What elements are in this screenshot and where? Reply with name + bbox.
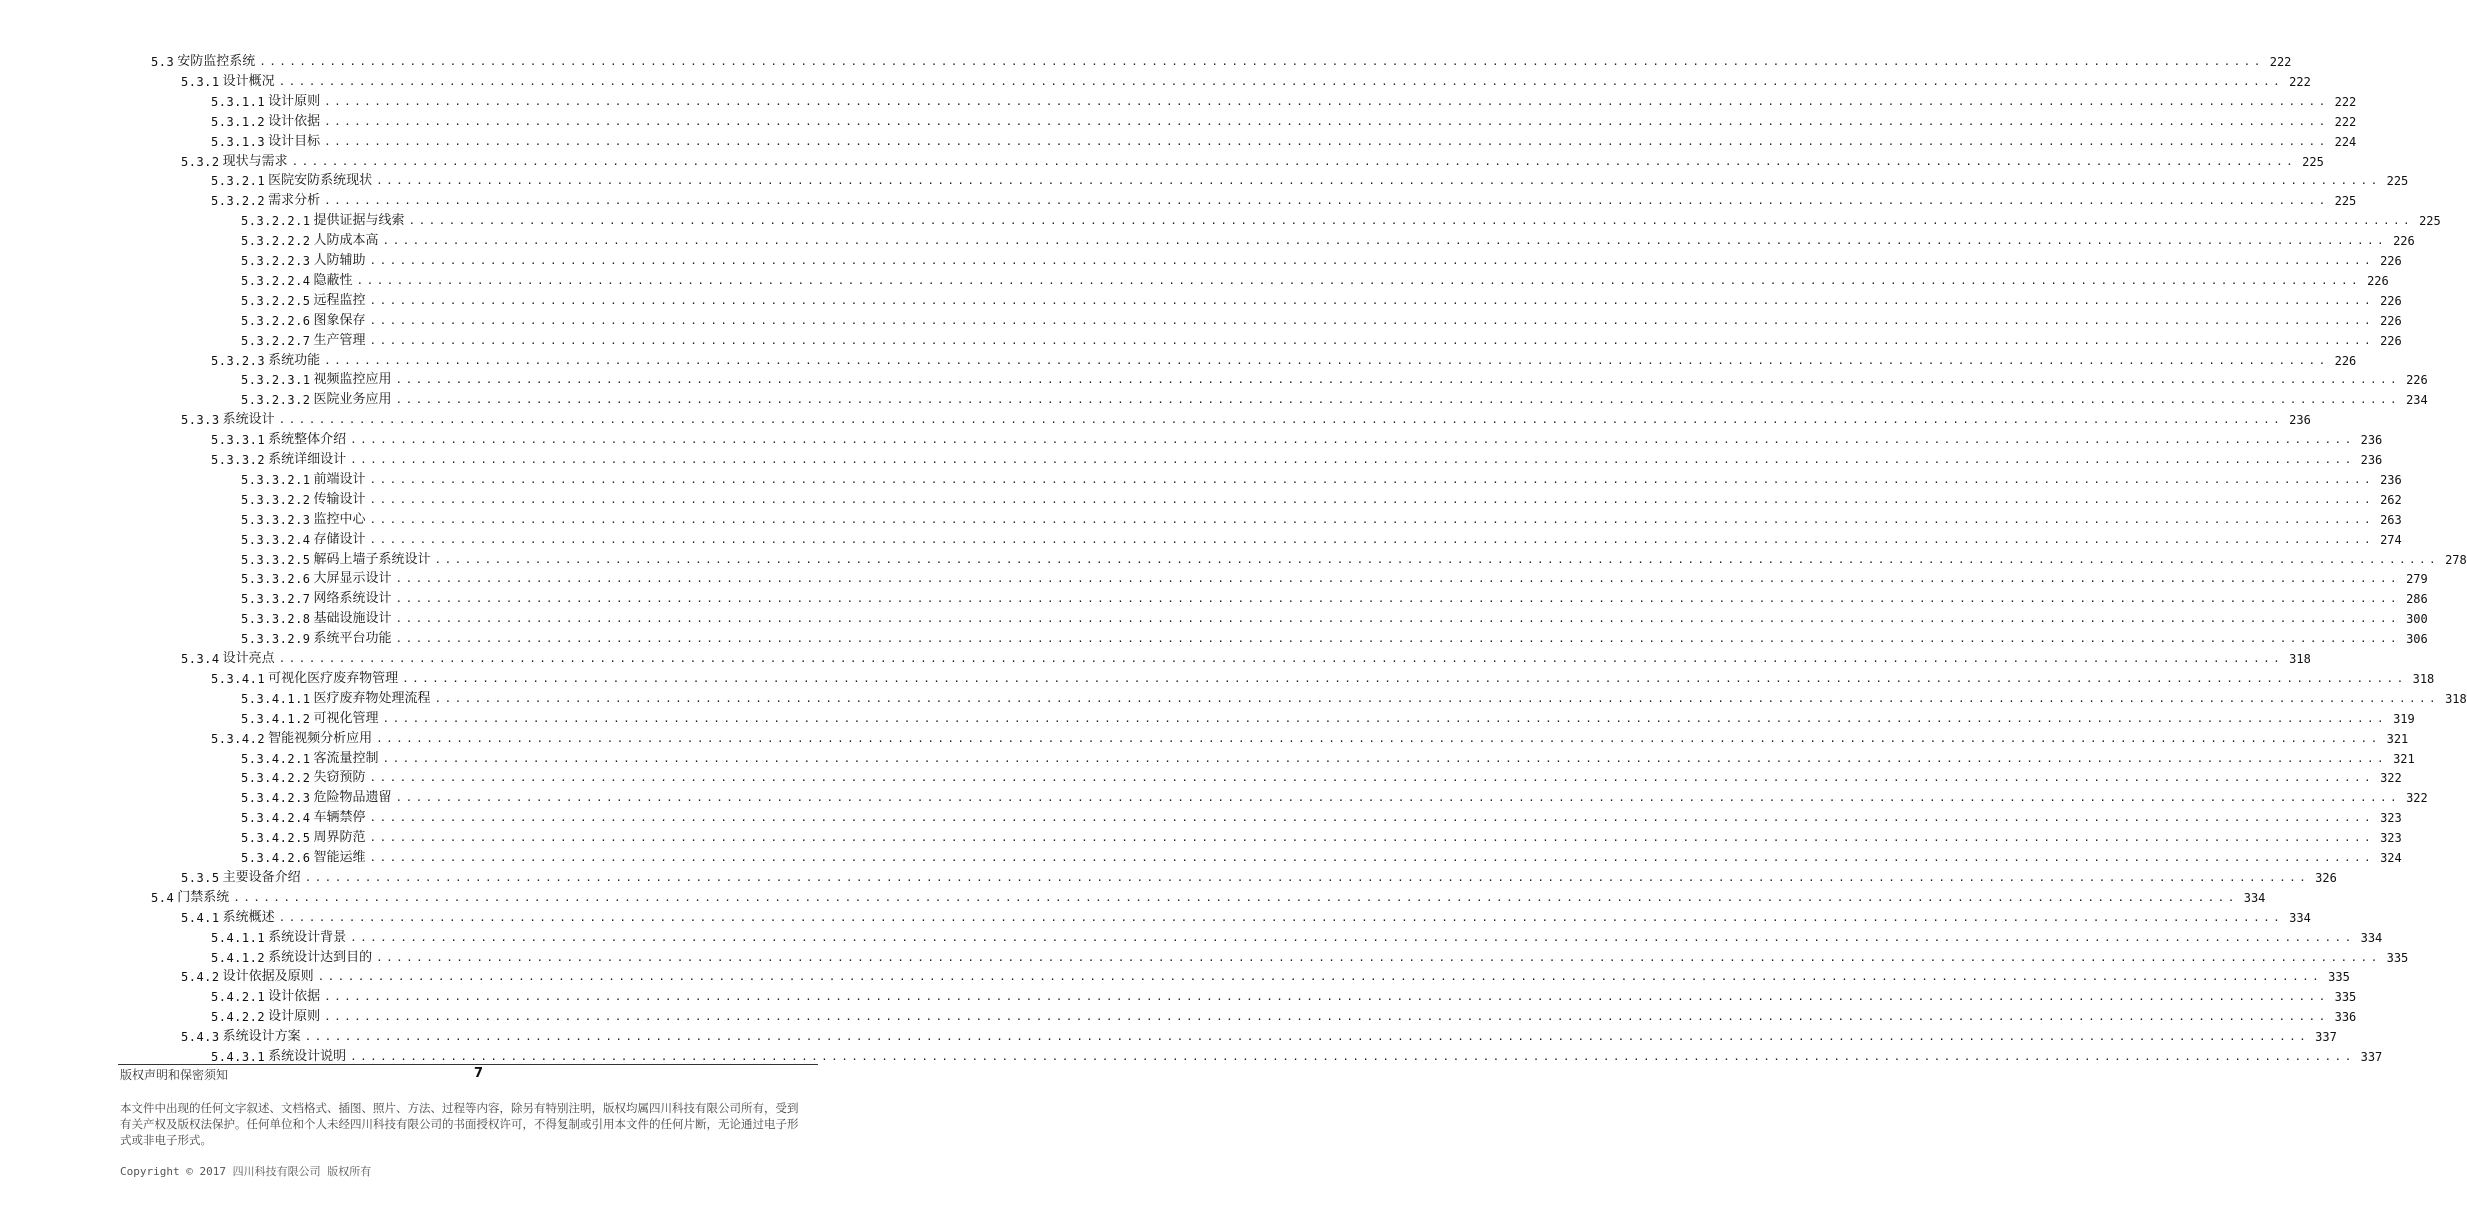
toc-entry-page: 225 [2419,214,2441,229]
toc-entry-title: 隐蔽性 [313,272,353,288]
toc-entry-page: 286 [2406,592,2428,607]
toc-entry-title: 设计依据 [268,113,321,129]
toc-entry-title: 远程监控 [313,292,366,308]
toc-entry-title: 设计概况 [222,73,275,89]
toc-entry-title: 失窃预防 [313,770,366,786]
toc-entry[interactable] [181,70,2311,90]
toc-entry-title: 医院业务应用 [313,392,392,408]
toc-entry-number: 5.3.2.2.1 [241,214,311,229]
toc-entry-page: 300 [2406,612,2428,627]
toc-entry[interactable] [241,209,2441,229]
toc-entry-page: 263 [2380,512,2402,527]
toc-entry-page: 336 [2334,1010,2357,1025]
toc-leader-dots: ........................................................................................................................................................................................................ [304,1030,2310,1044]
toc-leader-dots: ........................................................................................................................................................................................................ [324,1010,2329,1024]
toc-leader-dots: ........................................................................................................................................................................................................ [324,194,2329,208]
toc-entry-page: 321 [2386,731,2409,746]
toc-entry[interactable] [181,866,2337,886]
toc-entry-page: 323 [2380,811,2402,826]
toc-entry-page: 334 [2289,910,2311,925]
toc-leader-dots: ........................................................................................................................................................................................................ [369,293,2375,307]
toc-entry-title: 图象保存 [313,312,366,328]
toc-entry-page: 335 [2386,950,2409,965]
toc-entry-page: 334 [2243,890,2266,905]
toc-entry-page: 326 [2315,870,2337,885]
toc-entry-title: 设计亮点 [222,651,275,666]
toc-entry-title: 监控中心 [313,511,366,527]
toc-entry-page: 236 [2380,472,2402,487]
toc-leader-dots: ........................................................................................................................................................................................................ [369,831,2375,845]
toc-entry[interactable] [211,349,2357,369]
toc-entry[interactable] [181,906,2311,926]
toc-entry[interactable] [211,130,2357,150]
toc-entry-page: 319 [2393,711,2415,726]
toc-entry-number: 5.3.1 [181,74,220,89]
toc-entry-title: 可视化管理 [313,710,379,726]
toc-entry-title: 设计依据 [268,989,321,1005]
toc-entry-title: 系统设计背景 [268,929,347,945]
toc-entry[interactable] [241,289,2402,309]
toc-entry-page: 306 [2406,632,2428,647]
toc-entry-title: 系统概述 [222,909,275,925]
toc-entry[interactable] [181,647,2311,667]
toc-entry[interactable] [241,269,2389,289]
toc-entry-page: 226 [2406,373,2428,388]
toc-entry-page: 318 [2289,652,2311,666]
toc-entry[interactable] [241,528,2402,548]
toc-entry-title: 医疗废弃物处理流程 [313,690,431,706]
toc-entry-title: 医院安防系统现状 [268,173,373,189]
toc-entry-title: 可视化医疗废弃物管理 [268,670,399,686]
toc-entry-title: 主要设备介绍 [222,869,301,885]
toc-entry-page: 222 [2334,114,2357,129]
toc-entry[interactable] [241,806,2402,826]
toc-leader-dots: ........................................................................................................................................................................................................ [350,453,2355,466]
toc-leader-dots: ........................................................................................................................................................................................................ [356,273,2362,287]
toc-entry-title: 系统设计说明 [268,1049,347,1064]
toc-entry[interactable] [211,727,2409,747]
toc-entry[interactable] [211,189,2357,209]
toc-entry-number: 5.4.3 [181,1030,220,1045]
toc-leader-dots: ........................................................................................................................................................................................................ [376,174,2381,188]
toc-leader-dots: ........................................................................................................................................................................................................ [369,313,2375,327]
toc-entry-page: 222 [2334,94,2357,109]
toc-entry-number: 5.3.2.2.7 [241,333,311,348]
toc-entry-number: 5.4.3.1 [211,1050,266,1064]
toc-leader-dots: ........................................................................................................................................................................................................ [324,353,2329,367]
toc-entry[interactable] [241,786,2428,806]
toc-entry-title: 设计原则 [268,1009,321,1025]
toc-leader-dots: ........................................................................................................................................................................................................ [278,910,2284,924]
toc-entry-number: 5.3.3.2.6 [241,572,311,587]
toc-entry-page: 222 [2269,55,2292,69]
toc-entry-number: 5.3.3.2.7 [241,592,311,607]
toc-entry-number: 5.3 [151,55,175,69]
toc-leader-dots: ........................................................................................................................................................................................................ [304,870,2310,884]
toc-entry[interactable] [211,946,2409,966]
toc-entry-title: 存储设计 [313,531,366,547]
toc-entry[interactable] [241,687,2467,707]
toc-leader-dots: ........................................................................................................................................................................................................ [395,572,2401,586]
toc-leader-dots: ........................................................................................................................................................................................................ [350,433,2355,447]
toc-entry-number: 5.3.4.2.2 [241,771,311,786]
toc-entry-title: 设计原则 [268,93,321,109]
toc-entry[interactable] [211,90,2357,110]
toc-entry[interactable] [211,985,2357,1005]
toc-leader-dots: ........................................................................................................................................................................................................ [402,671,2407,685]
toc-entry[interactable] [241,468,2402,488]
toc-leader-dots: ........................................................................................................................................................................................................ [369,771,2375,785]
toc-entry-title: 需求分析 [268,193,321,209]
toc-entry-title: 设计目标 [268,133,321,149]
toc-entry[interactable] [241,627,2428,647]
toc-leader-dots: ........................................................................................................................................................................................................ [382,751,2388,765]
toc-entry-number: 5.3.4.2 [211,731,266,746]
toc-entry-number: 5.3.2.2.4 [241,273,311,288]
toc-entry[interactable] [241,388,2428,408]
toc-entry[interactable] [181,965,2350,985]
toc-entry-number: 5.3.3.2.5 [241,552,311,567]
toc-entry-page: 225 [2386,174,2409,189]
toc-entry-number: 5.3.2.2.3 [241,254,311,268]
toc-entry[interactable] [181,1025,2337,1045]
toc-entry-number: 5.3.4.2.4 [241,811,311,826]
toc-entry-number: 5.3.4.1.2 [241,711,311,726]
toc-leader-dots: ........................................................................................................................................................................................................ [376,950,2381,964]
toc-entry-number: 5.3.3.1 [211,433,266,448]
toc-entry-number: 5.4.1.2 [211,950,266,965]
toc-leader-dots: ........................................................................................................................................................................................................ [233,890,2238,904]
toc-entry[interactable] [241,587,2428,607]
toc-entry-number: 5.4 [151,890,175,905]
toc-entry[interactable] [181,408,2311,428]
toc-entry-title: 系统详细设计 [268,452,347,467]
toc-entry-page: 321 [2393,751,2415,766]
footer-divider [118,1064,818,1065]
toc-entry-title: 解码上墙子系统设计 [313,551,431,567]
toc-entry-page: 224 [2334,134,2357,149]
toc-entry-number: 5.3.3.2.9 [241,632,311,647]
toc-entry-title: 车辆禁停 [313,810,366,826]
toc-entry[interactable] [241,607,2428,627]
toc-entry-number: 5.3.4.2.6 [241,851,311,865]
toc-entry-title: 系统功能 [268,352,321,368]
toc-entry-page: 226 [2380,254,2402,268]
toc-leader-dots: ........................................................................................................................................................................................................ [324,94,2329,108]
toc-entry-title: 提供证据与线索 [313,213,405,229]
toc-entry[interactable] [241,249,2402,269]
toc-leader-dots: ........................................................................................................................................................................................................ [434,691,2440,705]
toc-entry-page: 226 [2380,313,2402,328]
toc-entry-number: 5.3.2.3.2 [241,393,311,408]
toc-entry-page: 323 [2380,831,2402,846]
toc-leader-dots: ........................................................................................................................................................................................................ [369,811,2375,825]
toc-entry-number: 5.3.2.3 [211,353,266,368]
toc-entry-number: 5.3.4.1 [211,671,266,686]
toc-leader-dots: ........................................................................................................................................................................................................ [369,254,2375,267]
toc-leader-dots: ........................................................................................................................................................................................................ [408,214,2414,228]
toc-entry-number: 5.4.2.2 [211,1010,266,1025]
toc-leader-dots: ........................................................................................................................................................................................................ [382,711,2388,725]
toc-entry-page: 226 [2380,293,2402,308]
toc-entry[interactable] [241,229,2415,249]
toc-entry[interactable] [241,488,2402,508]
toc-entry-title: 系统设计达到目的 [268,949,373,965]
toc-leader-dots: ........................................................................................................................................................................................................ [395,632,2401,646]
toc-entry-number: 5.4.1.1 [211,930,266,945]
toc-entry-page: 337 [2315,1030,2337,1045]
toc-leader-dots: ........................................................................................................................................................................................................ [324,134,2329,148]
toc-entry-title: 危险物品遗留 [313,790,392,806]
toc-leader-dots: ........................................................................................................................................................................................................ [369,333,2375,347]
toc-leader-dots: ........................................................................................................................................................................................................ [395,393,2401,407]
toc-leader-dots: ........................................................................................................................................................................................................ [376,731,2381,745]
toc-entry-number: 5.3.3.2.1 [241,472,311,487]
toc-entry[interactable] [181,150,2324,170]
toc-entry-page: 278 [2445,552,2467,567]
toc-entry[interactable] [211,110,2357,130]
toc-entry-title: 智能运维 [313,850,366,865]
toc-entry[interactable] [241,766,2402,786]
toc-entry-number: 5.3.5 [181,870,220,885]
toc-entry[interactable] [151,50,2292,70]
toc-leader-dots: ........................................................................................................................................................................................................ [317,970,2323,984]
toc-entry[interactable] [241,846,2402,866]
toc-entry-number: 5.3.3.2.4 [241,532,311,547]
footer-title: 版权声明和保密须知 [120,1068,229,1082]
toc-entry[interactable] [211,667,2435,687]
toc-leader-dots: ........................................................................................................................................................................................................ [369,472,2375,486]
toc-entry-title: 传输设计 [313,491,366,507]
toc-entry-title: 系统设计 [222,412,275,428]
toc-entry-number: 5.3.2.2.5 [241,293,311,308]
toc-entry[interactable] [211,1005,2357,1025]
toc-entry-page: 225 [2334,194,2357,209]
toc-entry-number: 5.3.4.2.1 [241,751,311,766]
toc-entry-title: 设计依据及原则 [222,969,314,985]
toc-leader-dots: ........................................................................................................................................................................................................ [350,1050,2355,1063]
toc-entry-number: 5.3.2 [181,154,220,169]
toc-entry-page: 322 [2380,771,2402,786]
copyright-line: Copyright © 2017 四川科技有限公司 版权所有 [120,1165,372,1178]
toc-leader-dots: ........................................................................................................................................................................................................ [395,612,2401,626]
toc-entry-number: 5.3.4.1.1 [241,691,311,706]
toc-leader-dots: ........................................................................................................................................................................................................ [278,74,2284,88]
toc-entry-number: 5.3.3.2 [211,453,266,467]
toc-leader-dots: ........................................................................................................................................................................................................ [350,930,2355,944]
toc-entry-title: 前端设计 [313,471,366,487]
toc-entry-page: 236 [2289,413,2311,428]
toc-leader-dots: ........................................................................................................................................................................................................ [278,652,2284,665]
toc-leader-dots: ........................................................................................................................................................................................................ [369,512,2375,526]
toc-entry-page: 324 [2380,851,2402,865]
toc-entry-title: 智能视频分析应用 [268,730,373,746]
toc-entry-title: 视频监控应用 [313,372,392,388]
toc-leader-dots: ........................................................................................................................................................................................................ [291,154,2297,168]
toc-entry-number: 5.3.3.2.8 [241,612,311,627]
toc-leader-dots: ........................................................................................................................................................................................................ [382,234,2388,248]
toc-entry-number: 5.4.1 [181,910,220,925]
toc-entry-number: 5.3.4.2.3 [241,791,311,806]
toc-entry-page: 226 [2367,273,2389,288]
toc-entry-page: 222 [2289,74,2311,89]
toc-entry[interactable] [241,309,2402,329]
toc-entry-title: 门禁系统 [177,889,230,905]
toc-leader-dots: ........................................................................................................................................................................................................ [324,990,2329,1004]
toc-entry-page: 226 [2380,333,2402,348]
toc-leader-dots: ........................................................................................................................................................................................................ [395,592,2401,606]
toc-entry[interactable] [241,368,2428,388]
toc-entry-page: 274 [2380,532,2402,547]
toc-entry-number: 5.3.3.2.3 [241,512,311,527]
toc-entry-page: 322 [2406,791,2428,806]
toc-entry-title: 系统整体介绍 [268,432,347,448]
toc-entry-number: 5.3.3.2.2 [241,492,311,507]
toc-leader-dots: ........................................................................................................................................................................................................ [395,791,2401,805]
toc-entry-page: 334 [2360,930,2383,945]
toc-entry-title: 安防监控系统 [177,54,256,69]
toc-entry[interactable] [151,886,2266,906]
toc-entry-number: 5.4.2.1 [211,990,266,1005]
toc-entry-title: 大屏显示设计 [313,571,392,587]
toc-entry-number: 5.3.1.2 [211,114,266,129]
toc-entry[interactable] [211,448,2383,468]
toc-entry-page: 279 [2406,572,2428,587]
toc-entry-number: 5.4.2 [181,970,220,985]
toc-entry[interactable] [241,508,2402,528]
toc-entry-page: 318 [2445,691,2467,706]
toc-entry-page: 335 [2334,990,2357,1005]
toc-entry-page: 226 [2334,353,2357,368]
toc-entry[interactable] [241,747,2415,767]
toc-entry-title: 客流量控制 [313,750,379,766]
toc-leader-dots: ........................................................................................................................................................................................................ [369,492,2375,506]
toc-entry-title: 基础设施设计 [313,611,392,627]
toc-entry-page: 337 [2360,1050,2383,1064]
toc-entry-title: 人防成本高 [313,233,379,249]
toc-entry[interactable] [241,826,2402,846]
toc-entry-number: 5.3.3 [181,413,220,428]
toc-leader-dots: ........................................................................................................................................................................................................ [278,413,2284,427]
toc-entry-page: 318 [2412,671,2435,686]
page-number: 7 [474,1066,484,1081]
toc-entry[interactable] [211,428,2383,448]
toc-entry-title: 系统设计方案 [222,1029,301,1045]
toc-entry-page: 262 [2380,492,2402,507]
toc-entry-page: 225 [2302,154,2324,169]
toc-leader-dots: ........................................................................................................................................................................................................ [369,851,2375,864]
toc-entry-page: 226 [2393,234,2415,249]
toc-entry-title: 网络系统设计 [313,591,392,607]
toc-entry-number: 5.3.4.2.5 [241,831,311,846]
toc-entry[interactable] [241,548,2467,568]
toc-leader-dots: ........................................................................................................................................................................................................ [434,552,2440,566]
toc-entry-page: 236 [2360,433,2383,448]
toc-entry[interactable] [241,707,2415,727]
toc-entry-number: 5.3.2.2 [211,194,266,209]
toc-entry-number: 5.3.4 [181,652,220,666]
toc-entry[interactable] [211,169,2409,189]
toc-entry-number: 5.3.1.1 [211,94,266,109]
toc-entry-page: 234 [2406,393,2428,408]
toc-entry[interactable] [211,1045,2383,1065]
toc-entry-title: 系统平台功能 [313,631,392,647]
toc-entry-number: 5.3.2.3.1 [241,373,311,388]
toc-leader-dots: ........................................................................................................................................................................................................ [369,532,2375,546]
toc-entry-number: 5.3.2.2.6 [241,313,311,328]
toc-entry-title: 周界防范 [313,830,366,846]
toc-leader-dots: ........................................................................................................................................................................................................ [324,114,2329,128]
toc-entry-title: 生产管理 [313,332,366,348]
toc-entry-number: 5.3.2.1 [211,174,266,189]
toc-entry-page: 335 [2328,970,2350,985]
toc-leader-dots: ........................................................................................................................................................................................................ [395,373,2401,387]
copyright-notice: 本文件中出现的任何文字叙述、文档格式、插图、照片、方法、过程等内容，除另有特别注明，版权均属四川科技有限公司所有，受到有关产权及版权法保护。任何单位和个人未经四川科技有限公司的书面授权许可，不得复制或引用本文件的任何片断，无论通过电子形式或非电子形式。 [120,1101,799,1147]
toc-entry[interactable] [241,329,2402,349]
toc-entry[interactable] [241,567,2428,587]
toc-entry[interactable] [211,926,2383,946]
toc-entry-title: 现状与需求 [222,153,288,169]
toc-entry-number: 5.3.1.3 [211,134,266,149]
toc-entry-number: 5.3.2.2.2 [241,234,311,249]
toc-entry-title: 人防辅助 [313,253,366,268]
toc-leader-dots: ........................................................................................................................................................................................................ [259,55,2264,68]
toc-entry-page: 236 [2360,453,2383,467]
